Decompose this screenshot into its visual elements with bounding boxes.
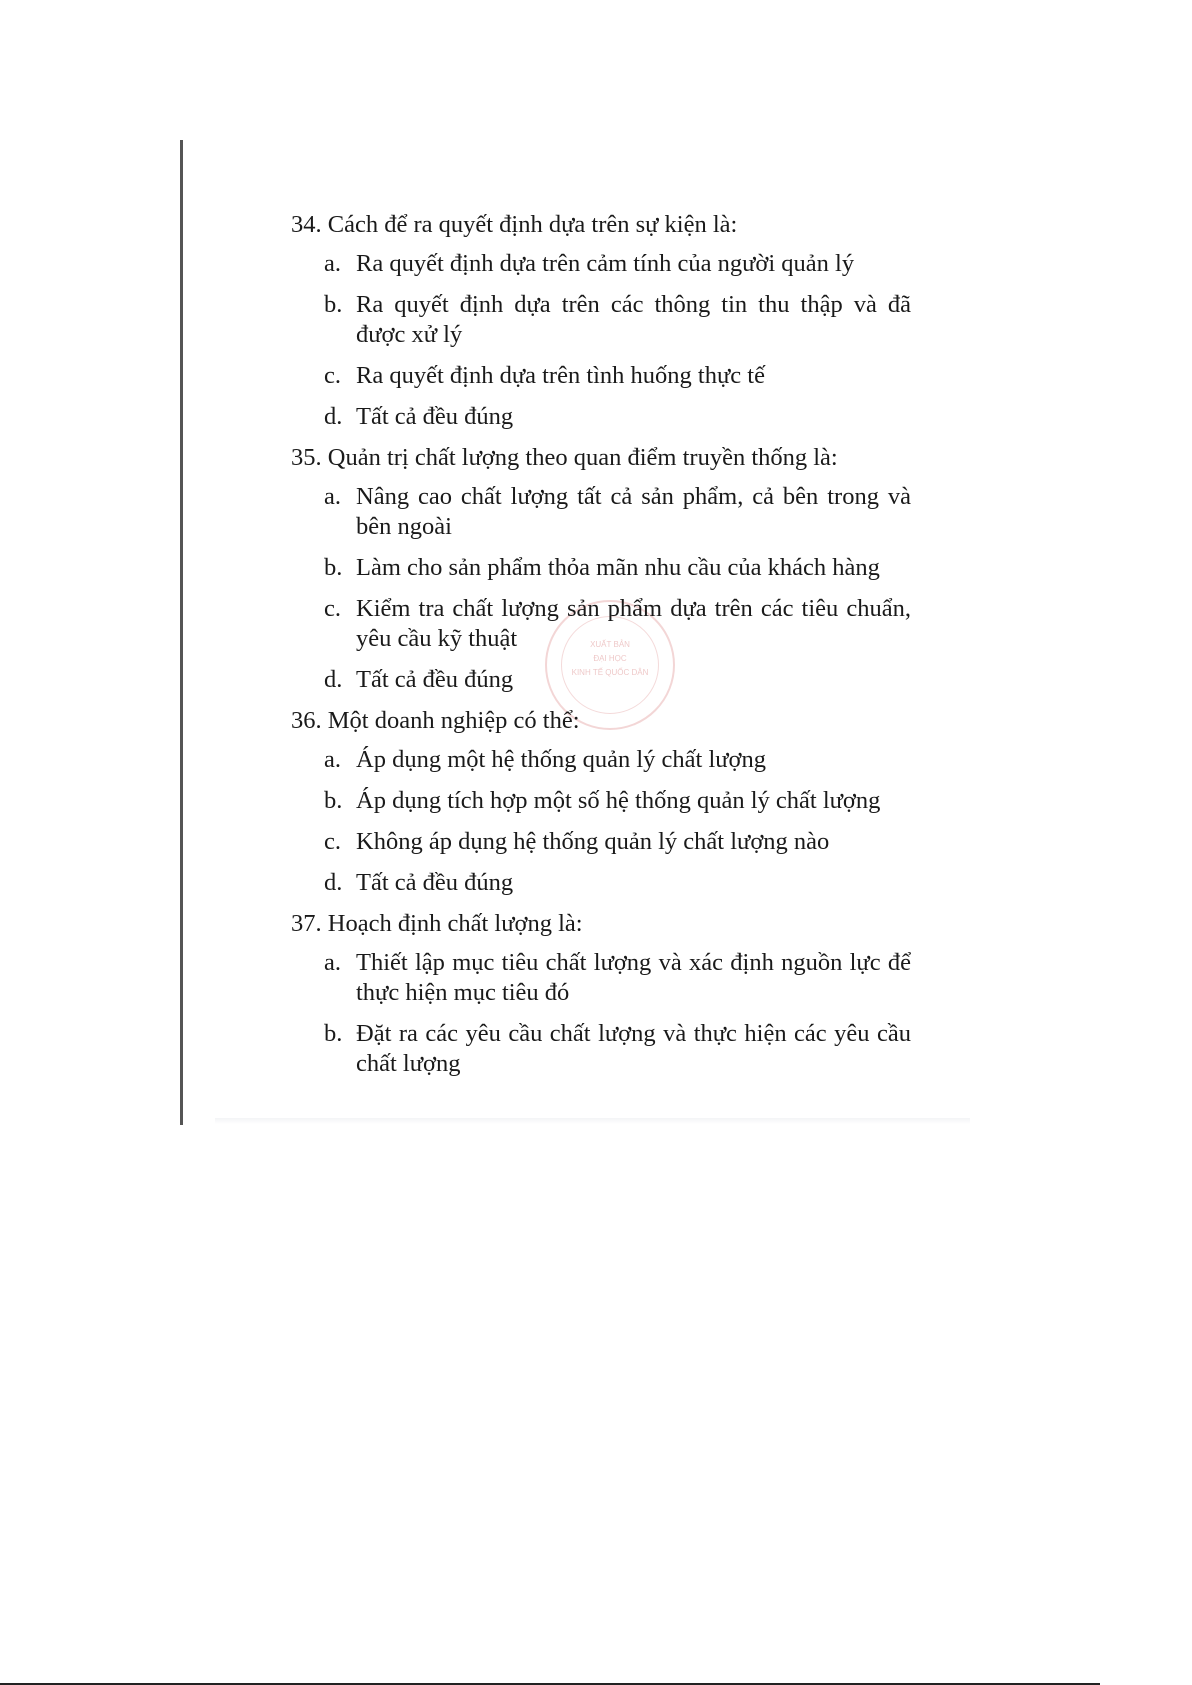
question-text: Một doanh nghiệp có thể:: [327, 707, 580, 734]
question-number: 37.: [291, 910, 322, 937]
option-letter: d.: [324, 403, 343, 430]
option-text: Ra quyết định dựa trên các thông tin thu thập và đã được xử lý: [356, 291, 911, 348]
option-letter: c.: [324, 595, 341, 622]
option-letter: b.: [324, 554, 343, 581]
option-text: Ra quyết định dựa trên cảm tính của người quản lý: [356, 250, 855, 277]
options-34: [291, 249, 911, 432]
option-34b: [291, 290, 911, 350]
options-35: [291, 482, 911, 695]
option-letter: a.: [324, 746, 341, 773]
options-37: [291, 948, 911, 1079]
option-text: Kiểm tra chất lượng sản phẩm dựa trên các tiêu chuẩn, yêu cầu kỹ thuật: [356, 595, 911, 652]
scan-bottom-edge: [215, 1118, 970, 1124]
option-36c: [291, 827, 911, 857]
option-letter: a.: [324, 250, 341, 277]
question-text: Cách để ra quyết định dựa trên sự kiện là:: [327, 211, 738, 238]
option-letter: b.: [324, 787, 343, 814]
option-letter: b.: [324, 291, 343, 318]
question-text: Quản trị chất lượng theo quan điểm truyền thống là:: [327, 444, 838, 471]
question-number: 36.: [291, 707, 322, 734]
option-35a: [291, 482, 911, 542]
option-34d: [291, 402, 911, 432]
option-35d: [291, 665, 911, 695]
option-letter: a.: [324, 949, 341, 976]
question-37: [291, 909, 911, 939]
option-text: Nâng cao chất lượng tất cả sản phẩm, cả bên trong và bên ngoài: [356, 483, 911, 540]
question-number: 35.: [291, 444, 322, 471]
option-text: Không áp dụng hệ thống quản lý chất lượng nào: [356, 828, 830, 855]
question-text: Hoạch định chất lượng là:: [327, 910, 583, 937]
option-letter: a.: [324, 483, 341, 510]
option-34c: [291, 361, 911, 391]
option-37b: [291, 1019, 911, 1079]
option-37a: [291, 948, 911, 1008]
option-text: Làm cho sản phẩm thỏa mãn nhu cầu của khách hàng: [356, 554, 880, 581]
stamp-text-line3: KINH TẾ QUỐC DÂN: [571, 668, 649, 677]
option-text: Ra quyết định dựa trên tình huống thực tế: [356, 362, 765, 389]
options-36: [291, 745, 911, 898]
option-letter: b.: [324, 1020, 343, 1047]
stamp-text-line1: XUẤT BẢN: [590, 640, 630, 649]
option-text: Tất cả đều đúng: [356, 666, 514, 693]
option-35c: [291, 594, 911, 654]
question-list: [291, 210, 911, 1090]
option-36b: [291, 786, 911, 816]
option-36d: [291, 868, 911, 898]
option-letter: d.: [324, 869, 343, 896]
option-text: Tất cả đều đúng: [356, 403, 514, 430]
option-letter: c.: [324, 362, 341, 389]
question-number: 34.: [291, 211, 322, 238]
stamp-text-line2: ĐẠI HỌC: [593, 654, 627, 663]
option-text: Thiết lập mục tiêu chất lượng và xác định nguồn lực để thực hiện mục tiêu đó: [356, 949, 911, 1006]
left-margin-rule: [180, 140, 183, 1125]
option-text: Áp dụng tích hợp một số hệ thống quản lý chất lượng: [356, 787, 881, 814]
option-letter: d.: [324, 666, 343, 693]
question-36: [291, 706, 911, 736]
option-34a: [291, 249, 911, 279]
option-text: Tất cả đều đúng: [356, 869, 514, 896]
question-34: [291, 210, 911, 240]
option-36a: [291, 745, 911, 775]
option-35b: [291, 553, 911, 583]
option-text: Đặt ra các yêu cầu chất lượng và thực hiện các yêu cầu chất lượng: [356, 1020, 911, 1077]
option-letter: c.: [324, 828, 341, 855]
question-35: [291, 443, 911, 473]
option-text: Áp dụng một hệ thống quản lý chất lượng: [356, 746, 767, 773]
